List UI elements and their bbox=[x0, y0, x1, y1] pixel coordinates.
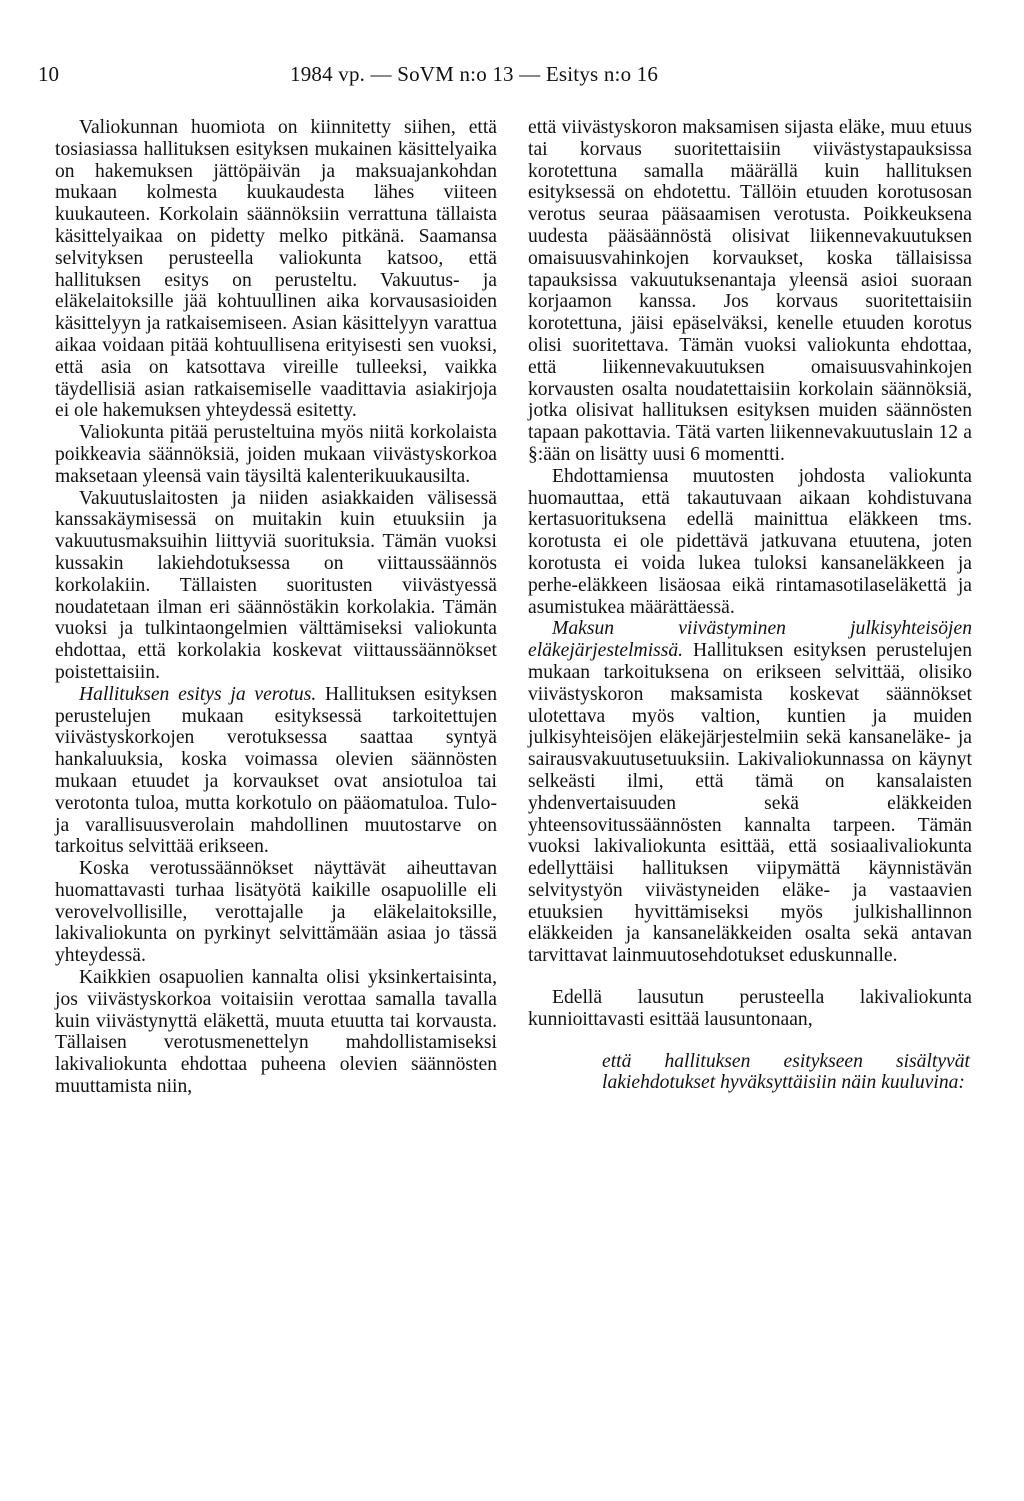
paragraph: Vakuutuslaitosten ja niiden asiakkaiden välisessä kanssakäymisessä on muitakin kuin etuuksiin ja vakuutusmaksuihin liittyviä suorituksia. Tämän vuoksi kussakin lakiehdotuksessa on viittaussäännös korkolakiin. Tällaisten suoritusten viivästyessä noudatetaan ilman eri säännöstäkin korkolakia. Tämän vuoksi ja tulkintaongelmien välttämiseksi valiokunta ehdottaa, että korkolakia koskevat viittaussäännökset poistettaisiin. bbox=[55, 487, 497, 683]
paragraph bbox=[528, 618, 972, 967]
paragraph: Valiokunnan huomiota on kiinnitetty siihen, että tosiasiassa hallituksen esityksen mukainen käsittelyaika on hakemuksen jättöpäivän ja maksuajankohdan mukaan kolmesta kuukaudesta lähes viiteen kuukauteen. Korkolain säännöksiin verrattuna tällaista käsittelyaikaa on pidetty melko pitkänä. Saamansa selvityksen perusteella valiokunta katsoo, että hallituksen esitys on perusteltu. Vakuutus- ja eläkelaitoksille jää kohtuullinen aika korvausasioiden käsittelyyn ja ratkaisemiseen. Asian käsittelyyn varattua aikaa voidaan pitää kohtuullisena erityisesti sen vuoksi, että asia on katsottava vireille tulleeksi, vaikka täydellisiä asian ratkaisemiselle vaadittavia asiakirjoja ei ole hakemuksen yhteydessä esitetty. bbox=[55, 117, 497, 422]
right-column bbox=[528, 117, 972, 1094]
paragraph: Valiokunta pitää perusteltuina myös niitä korkolaista poikkeavia säännöksiä, joiden mukaan viivästyskorkoa maksetaan yleensä vain täysiltä kalenterikuukausilta. bbox=[55, 422, 497, 487]
paragraph: Ehdottamiensa muutosten johdosta valiokunta huomauttaa, että takautuvaan aikaan kohdistuvana kertasuorituksena edellä mainittua eläkkeen tms. korotusta ei ole pidettävä jatkuvana etuutena, joten korotusta ei voida lukea tuloksi kansaneläkkeen ja perhe-eläkkeen lisäosaa eikä rintamasotilaseläkettä ja asumistukea määrättäessä. bbox=[528, 465, 972, 618]
page-header bbox=[38, 62, 988, 92]
paragraph: että viivästyskoron maksamisen sijasta eläke, muu etuus tai korvaus suoritettaisiin viivästystapauksissa korotettuna samalla määrällä kuin hallituksen esityksessä on ehdotettu. Tällöin etuuden korotusosan verotus seuraa pääsaamisen verotusta. Poikkeuksena uudesta pääsäännöstä olisivat liikennevakuutuksen omaisuusvahinkojen korvaukset, koska tällaisissa tapauksissa vakuutuksenantaja yleensä asioi suoraan korjaamon kanssa. Jos korvaus suoritettaisiin korotettuna, jäisi epäselväksi, kenelle etuuden korotus olisi suoritettava. Tämän vuoksi valiokunta ehdottaa, että liikennevakuutuksen omaisuusvahinkojen korvausten osalta noudatettaisiin korkolain säännöksiä, jotka olisivat hallituksen esityksen muiden säännösten tapaan pakottavia. Tätä varten liikennevakuutuslain 12 a §:ään on lisätty uusi 6 momentti. bbox=[528, 117, 972, 465]
section-heading: Maksun viivästyminen julkisyhteisöjen eläkejärjestelmissä. bbox=[528, 618, 972, 662]
paragraph-body: Hallituksen esityksen perustelujen mukaan tarkoituksena on erikseen selvittää, olisiko viivästyskoron maksamista koskevat säännökset ulotettava myös valtion, kuntien ja muiden julkisyhteisöjen eläkejärjestelmiin sekä kansaneläke- ja sairausvakuutusetuuksiin. Lakivaliokunnassa on käynyt selkeästi ilmi, että tämä on kansalaisten yhdenvertaisuuden sekä eläkkeiden yhteensovitussäännösten kannalta tarpeen. Tämän vuoksi lakivaliokunta esittää, että sosiaalivaliokunta edellyttäisi hallituksen viipymättä käynnistävän selvitystyön viivästyneiden eläke- ja vastaavien etuuksien hyvittämiseksi myös julkishallinnon eläkkeiden ja kansaneläkkeiden osalta sekä antavan tarvittavat lainmuutosehdotukset eduskunnalle. bbox=[528, 640, 972, 967]
paragraph: Koska verotussäännökset näyttävät aiheuttavan huomattavasti turhaa lisätyötä kaikille osapuolille eli verovelvollisille, verottajalle ja eläkelaitoksille, lakivaliokunta on pyrkinyt selvittämään asiaa jo tässä yhteydessä. bbox=[55, 858, 497, 967]
paragraph: Edellä lausutun perusteella lakivaliokunta kunnioittavasti esittää lausuntonaan, bbox=[528, 987, 972, 1030]
section-heading: Hallituksen esitys ja verotus. bbox=[79, 683, 317, 705]
page-number: 10 bbox=[38, 62, 59, 86]
paragraph: Kaikkien osapuolien kannalta olisi yksinkertaisinta, jos viivästyskorkoa voitaisiin verottaa samalla tavalla kuin viivästynyttä eläkettä, muuta etuutta tai korvausta. Tällaisen verotusmenettelyn mahdollistamiseksi lakivaliokunta ehdottaa puheena olevien säännösten muuttamista niin, bbox=[55, 967, 497, 1098]
paragraph bbox=[55, 684, 497, 858]
final-clause: että hallituksen esitykseen sisältyvät lakiehdotukset hyväksyttäisiin näin kuuluvina: bbox=[602, 1050, 970, 1094]
running-head: 1984 vp. — SoVM n:o 13 — Esitys n:o 16 bbox=[290, 62, 659, 86]
left-column bbox=[55, 117, 497, 1098]
paragraph-body: Hallituksen esityksen perustelujen mukaan esityksessä tarkoitettujen viivästyskorkojen verotuksessa saattaa syntyä hankaluuksia, koska voimassa olevien säännösten mukaan etuudet ja korvaukset ovat ansiotuloa tai verotonta tuloa, mutta korkotulo on pääomatuloa. Tulo- ja varallisuusverolain mahdollinen muutostarve on tarkoitus selvittää erikseen. bbox=[55, 683, 497, 858]
